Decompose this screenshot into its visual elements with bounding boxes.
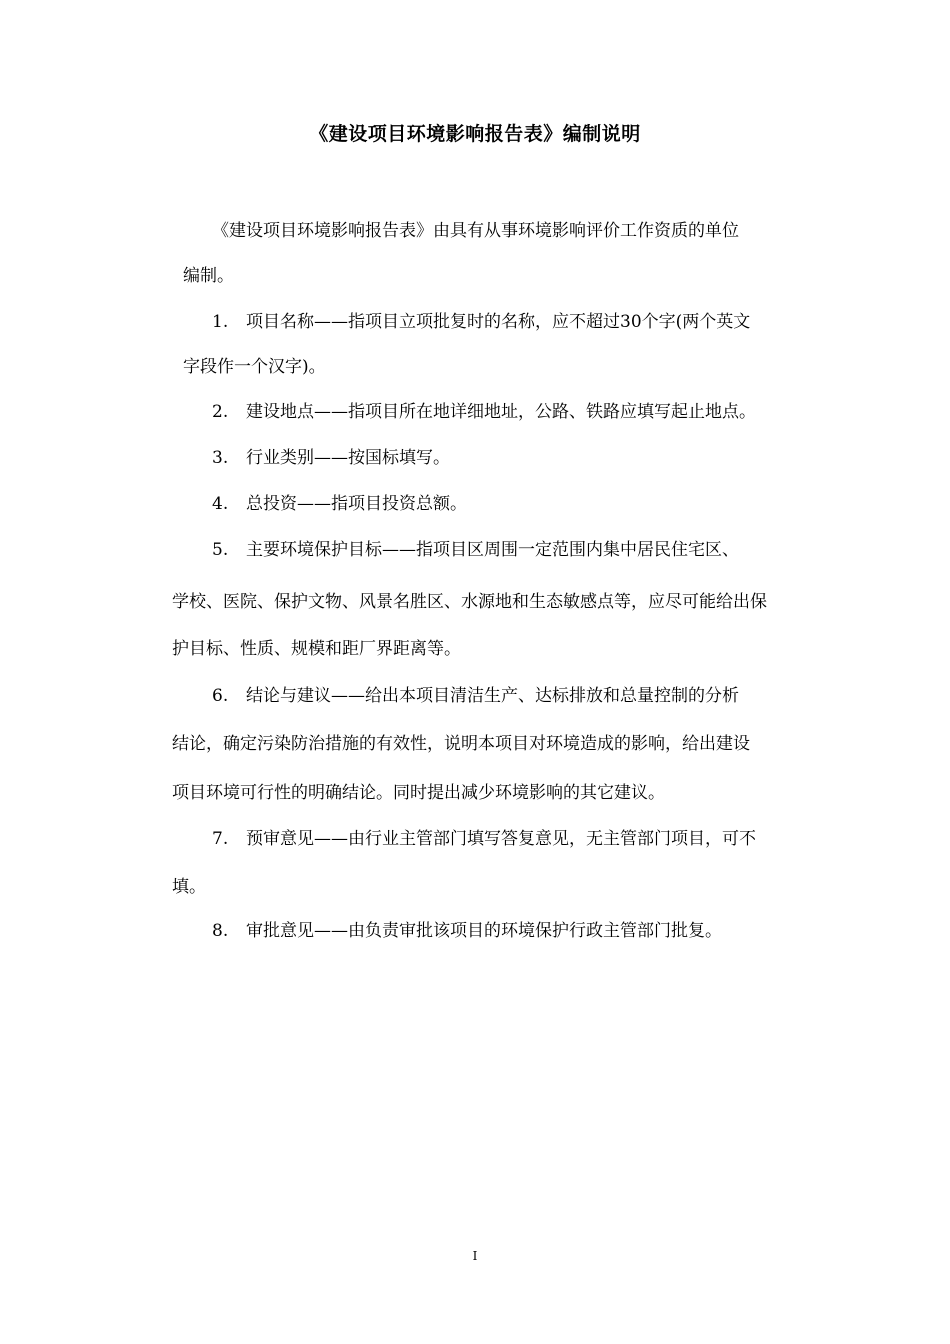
item-7-text: 预审意见——由行业主管部门填写答复意见，无主管部门项目，可不 [246,829,756,849]
item-5-number: 5. [212,540,229,560]
item-1-line-2: 字段作一个汉字)。 [183,357,326,377]
item-4 [212,493,467,515]
item-7-first-line [212,828,756,850]
item-4-number: 4. [212,494,229,514]
item-5-line-3: 护目标、性质、规模和距厂界距离等。 [172,639,461,659]
item-5-text: 主要环境保护目标——指项目区周围一定范围内集中居民住宅区、 [246,540,739,560]
item-2 [212,401,756,423]
item-4-text: 总投资——指项目投资总额。 [246,494,467,514]
item-6-number: 6. [212,686,229,706]
item-1-number: 1. [212,312,229,332]
item-3-number: 3. [212,448,229,468]
item-6-first-line [212,685,739,707]
document-title: 《建设项目环境影响报告表》编制说明 [309,123,641,145]
item-5-first-line [212,539,739,561]
item-3-text: 行业类别——按国标填写。 [246,448,450,468]
intro-line-2: 编制。 [183,266,234,286]
item-3 [212,447,450,469]
item-7-number: 7. [212,829,229,849]
item-6-line-3: 项目环境可行性的明确结论。同时提出减少环境影响的其它建议。 [172,783,665,803]
item-1-first-line [212,311,750,333]
page-number: I [472,1249,478,1263]
item-2-number: 2. [212,402,229,422]
item-5-line-2: 学校、医院、保护文物、风景名胜区、水源地和生态敏感点等，应尽可能给出保 [172,592,767,612]
item-8 [212,920,722,942]
item-7-line-2: 填。 [172,877,206,897]
item-1-text: 项目名称——指项目立项批复时的名称，应不超过30个字(两个英文 [246,312,751,332]
item-8-number: 8. [212,921,229,941]
item-2-text: 建设地点——指项目所在地详细地址，公路、铁路应填写起止地点。 [246,402,756,422]
item-6-line-2: 结论，确定污染防治措施的有效性，说明本项目对环境造成的影响，给出建设 [172,734,750,754]
intro-line-1: 《建设项目环境影响报告表》由具有从事环境影响评价工作资质的单位 [212,221,739,241]
item-6-text: 结论与建议——给出本项目清洁生产、达标排放和总量控制的分析 [246,686,739,706]
item-8-text: 审批意见——由负责审批该项目的环境保护行政主管部门批复。 [246,921,722,941]
